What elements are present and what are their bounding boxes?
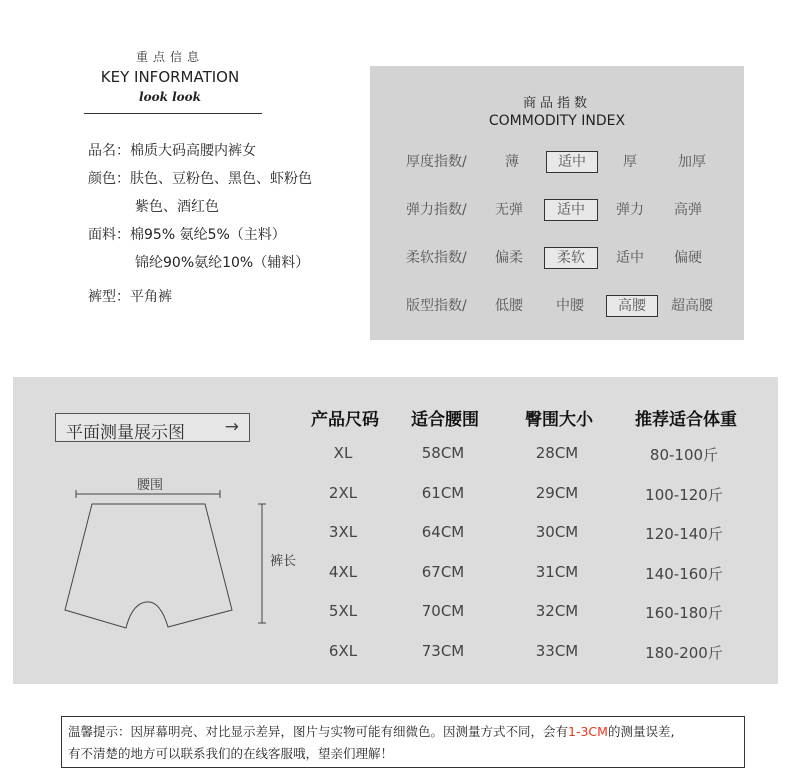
cell-waist: 70CM (421, 602, 465, 620)
length-label: 裤长 (270, 554, 297, 569)
cell-size: 3XL (328, 523, 358, 541)
cell-weight: 100-120斤 (645, 486, 723, 504)
cell-weight: 80-100斤 (649, 446, 719, 464)
index-row-elasticity (370, 199, 744, 223)
index-row-softness (370, 247, 744, 271)
index-label: 柔软指数/ (406, 250, 467, 266)
index-option: 适中 (616, 250, 644, 266)
index-option-selected: 适中 (544, 199, 598, 221)
cell-waist: 64CM (421, 523, 465, 541)
index-option: 薄 (505, 154, 519, 170)
index-label: 弹力指数/ (406, 202, 467, 218)
key-info-script: look look (139, 90, 201, 104)
info-style-row (88, 287, 172, 307)
flat-measure-button[interactable] (55, 413, 250, 442)
cell-size: 2XL (328, 484, 358, 502)
cell-hip: 28CM (535, 444, 579, 462)
cell-weight: 140-160斤 (645, 565, 723, 583)
info-fabric-value-2: 锦纶90%氨纶10%（辅料） (135, 255, 310, 271)
info-fabric-value: 棉95% 氨纶5%（主料） (130, 227, 286, 243)
notice-error-range: 1-3CM (568, 724, 608, 739)
info-name-label: 品名： (88, 143, 130, 159)
index-option-selected: 柔软 (544, 247, 598, 269)
cell-size: 4XL (328, 563, 358, 581)
flat-measure-label: 平面测量展示图 (66, 423, 185, 443)
index-label: 版型指数/ (406, 298, 467, 314)
index-option: 中腰 (556, 298, 584, 314)
info-fabric-label: 面料： (88, 227, 130, 243)
info-name-row (88, 141, 256, 161)
cell-weight: 120-140斤 (645, 525, 723, 543)
index-row-thickness (370, 151, 744, 175)
commodity-index-title-en: COMMODITY INDEX (488, 113, 626, 129)
index-option: 高弹 (674, 202, 702, 218)
waist-label: 腰围 (136, 478, 163, 493)
info-color-label: 颜色： (88, 171, 130, 187)
col-header-hip: 臀围大小 (525, 410, 593, 430)
index-option: 偏柔 (495, 250, 523, 266)
header-divider (84, 113, 262, 114)
info-color-value: 肤色、豆粉色、黑色、虾粉色 (130, 171, 312, 187)
cell-waist: 73CM (421, 642, 465, 660)
cell-weight: 180-200斤 (645, 644, 723, 662)
index-option: 超高腰 (671, 298, 713, 314)
info-style-label: 裤型： (88, 289, 130, 305)
notice-line-1 (68, 722, 674, 740)
index-option-selected: 适中 (546, 151, 598, 173)
cell-waist: 61CM (421, 484, 465, 502)
col-header-size: 产品尺码 (311, 410, 379, 430)
info-style-value: 平角裤 (130, 289, 172, 305)
index-option: 加厚 (678, 154, 706, 170)
notice-line-2: 有不清楚的地方可以联系我们的在线客服哦，望亲们理解！ (68, 746, 394, 761)
info-color-value-2: 紫色、酒红色 (135, 199, 219, 215)
notice-text-b: 的测量误差, (607, 724, 675, 739)
cell-hip: 33CM (535, 642, 579, 660)
index-label: 厚度指数/ (406, 154, 467, 170)
info-fabric-row (88, 225, 286, 245)
cell-weight: 160-180斤 (645, 604, 723, 622)
arrow-right-icon: → (224, 417, 239, 437)
info-name-value: 棉质大码高腰内裤女 (130, 143, 256, 159)
index-option: 偏硬 (674, 250, 702, 266)
cell-hip: 31CM (535, 563, 579, 581)
notice-text-a: 温馨提示：因屏幕明亮、对比显示差异，图片与实物可能有细微色。因测量方式不同，会有 (68, 724, 569, 739)
index-option: 无弹 (495, 202, 523, 218)
col-header-weight: 推荐适合体重 (635, 410, 737, 430)
index-row-waist-type (370, 295, 744, 319)
cell-waist: 67CM (421, 563, 465, 581)
info-color-row (88, 169, 312, 189)
cell-hip: 29CM (535, 484, 579, 502)
index-option-selected: 高腰 (606, 295, 658, 317)
cell-hip: 32CM (535, 602, 579, 620)
index-option: 厚 (623, 154, 637, 170)
cell-size: XL (333, 444, 353, 462)
col-header-waist: 适合腰围 (411, 410, 479, 430)
commodity-index-title-cn: 商品指数 (522, 96, 591, 111)
key-info-title-cn: 重点信息 (135, 50, 204, 64)
notice-box (61, 716, 745, 768)
cell-hip: 30CM (535, 523, 579, 541)
index-option: 弹力 (616, 202, 644, 218)
index-option: 低腰 (495, 298, 523, 314)
cell-size: 5XL (328, 602, 358, 620)
cell-size: 6XL (328, 642, 358, 660)
cell-waist: 58CM (421, 444, 465, 462)
key-info-title-en: KEY INFORMATION (100, 68, 240, 86)
